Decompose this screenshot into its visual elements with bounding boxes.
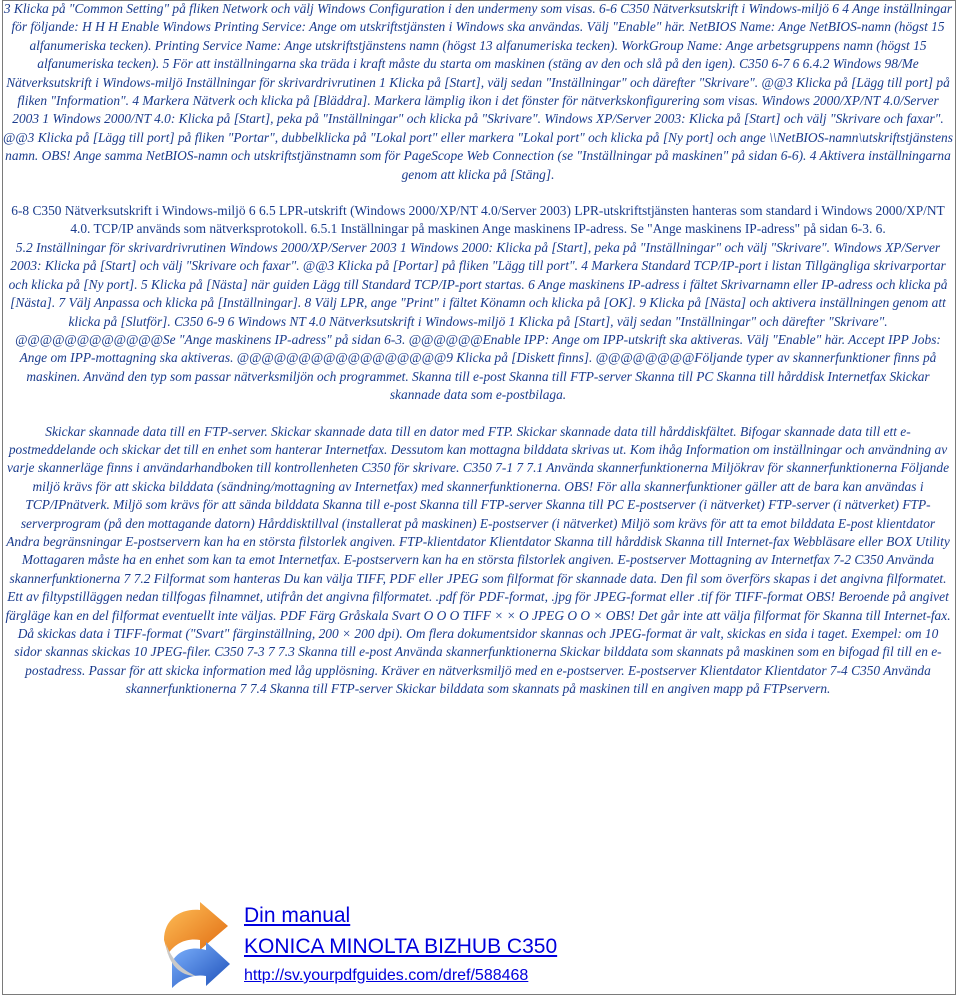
footer-links: [244, 902, 557, 988]
paragraph-2: 6-8 C350 Nätverksutskrift i Windows-miljö 6 6.5 LPR-utskrift (Windows 2000/XP/NT 4.0/Server 2003) LPR-utskriftstjänsten hanteras som standard i Windows 2000/XP/NT 4.0. TCP/IP används som nätverksprotokoll. 6.5.1 Inställningar på maskinen Ange maskinens IP-adress. Se "Ange maskinens IP-adress" på sidan 6-3. 6.: [11, 203, 945, 237]
link-url[interactable]: http://sv.yourpdfguides.com/dref/588468: [244, 967, 529, 984]
document-body: [3, 0, 953, 699]
link-din-manual[interactable]: Din manual: [244, 904, 351, 927]
footer: [158, 900, 948, 992]
paragraph-1: 3 Klicka på "Common Setting" på fliken Network och välj Windows Configuration i den undermeny som visas. 6-6 C350 Nätverksutskrift i Windows-miljö 6 4 Ange inställningar för följande: H H H Enable Windows Printing Service: Ange om utskriftstjänsten i Windows ska användas. Välj "Enable" här. NetBIOS Name: Ange NetBIOS-namn (högst 15 alfanumeriska tecken). Printing Service Name: Ange utskriftstjänstens namn (högst 13 alfanumeriska tecken). WorkGroup Name: Ange arbetsgruppens namn (högst 15 alfanumeriska tecken). 5 För att inställningarna ska träda i kraft måste du starta om maskinen (stäng av den och slå på den igen). C350 6-7 6 6.4.2 Windows 98/Me Nätverksutskrift i Windows-miljö Inställningar för skrivardrivrutinen 1 Klicka på [Start], välj sedan "Inställningar" och därefter "Skrivare". @@3 Klicka på [Lägg till port] på fliken "Information". 4 Markera Nätverk och klicka på [Bläddra]. Markera lämplig ikon i det fönster för nätverkskonfigurering som visas. Windows 2000/XP/NT 4.0/Server 2003 1 Windows 2000/NT 4.0: Klicka på [Start], peka på "Inställningar" och klicka på "Skrivare". Windows XP/Server 2003: Klicka på [Start] och välj "Skrivare och faxar". @@3 Klicka på [Lägg till port] på fliken "Portar", dubbelklicka på "Lokal port" eller markera "Lokal port" och klicka på [Ny port] och ange \\NetBIOS-namn\utskriftstjänstens namn. OBS! Ange samma NetBIOS-namn och utskriftstjänstnamn som för PageScope Web Connection (se "Inställningar på maskinen" på sidan 6-6). 4 Aktivera inställningarna genom att klicka på [Stäng].: [3, 1, 953, 182]
paragraph-3: 5.2 Inställningar för skrivardrivrutinen Windows 2000/XP/Server 2003 1 Windows 2000: Klicka på [Start], peka på "Inställningar" och välj "Skrivare". Windows XP/Server 2003: Klicka på [Start] och välj "Skrivare och faxar". @@3 Klicka på [Portar] på fliken "Lägg till port". 4 Markera Standard TCP/IP-port i listan Tillgängliga skrivarportar och klicka på [Ny port]. 5 Klicka på [Nästa] när guiden Lägg till Standard TCP/IP-port startas. 6 Ange maskinens IP-adress i fältet Skrivarnamn eller IP-adress och klicka på [Nästa]. 7 Välj Anpassa och klicka på [Inställningar]. 8 Välj LPR, ange "Print" i fältet Könamn och klicka på [OK]. 9 Klicka på [Nästa] och aktivera inställningen genom att klicka på [Slutför]. C350 6-9 6 Windows NT 4.0 Nätverksutskrift i Windows-miljö 1 Klicka på [Start], välj sedan "Inställningar" och därefter "Skrivare". @@@@@@@@@@@@Se "Ange maskinens IP-adress" på sidan 6-3. @@@@@@Enable IPP: Ange om IPP-utskrift ska aktiveras. Välj "Enable" här. Accept IPP Jobs: Ange om IPP-mottagning ska aktiveras. @@@@@@@@@@@@@@@@@9 Klicka på [Diskett finns]. @@@@@@@@Följande typer av skannerfunktioner finns på maskinen. Använd den typ som passar nätverksmiljön och programmet. Skanna till e-post Skanna till FTP-server Skanna till PC Skanna till hårddisk Internetfax Skickar skannade data som e-postbilaga.: [8, 239, 948, 403]
arrow-logo-icon: [158, 900, 236, 992]
paragraph-4: Skickar skannade data till en FTP-server. Skickar skannade data till en dator med FTP. Skickar skannade data till hårddiskfältet. Bifogar skannade data till ett e-postmeddelande och skickar det till en enhet som hanterar Internetfax. Dessutom kan mottagna bilddata skrivas ut. Kom ihåg Information om inställningar och användning av varje skannerläge finns i användarhandboken till kontrollenheten C350 för skrivare. C350 7-1 7 7.1 Använda skannerfunktionerna Miljökrav för skannerfunktionerna Följande miljö krävs för att skicka bilddata (sändning/mottagning av Internetfax) med skannerfunktionerna. OBS! För alla skannerfunktioner gäller att de bara kan användas i TCP/IPnätverk. Miljö som krävs för att sända bilddata Skanna till e-post Skanna till FTP-server Skanna till PC E-postserver (i nätverket) FTP-server (i nätverket) FTP-serverprogram (på den mottagande datorn) Hårddisktillval (installerat på maskinen) E-postserver (i nätverket) Miljö som krävs för att ta emot bilddata E-post klientdator Andra begränsningar E-postservern kan ha en största filstorlek angiven. FTP-klientdator Klientdator Skanna till hårddisk Skanna till Internet-fax Webbläsare eller BOX Utility Mottagaren måste ha en enhet som kan ta emot Internetfax. E-postservern kan ha en största filstorlek angiven. E-postserver Mottagning av Internetfax 7-2 C350 Använda skannerfunktionerna 7 7.2 Filformat som hanteras Du kan välja TIFF, PDF eller JPEG som filformat för skannade data. Den fil som överförs skapas i det angivna filformatet. Ett av filtypstilläggen nedan tillfogas filnamnet, utifrån det angivna filformatet. .pdf för PDF-format, .jpg för JPEG-format eller .tif för TIFF-format OBS! Beroende på angivet färgläge kan en del filformat eventuellt inte väljas. PDF Färg Gråskala Svart O O O TIFF × × O JPEG O O × OBS! Det går inte att välja filformat för Skanna till Internet-fax. Då skickas data i TIFF-format ("Svart" färginställning, 200 × 200 dpi). Om flera dokumentsidor skannas och JPEG-format är valt, skickas en sida i taget. Exempel: om 10 sidor skannas skickas 10 JPEG-filer. C350 7-3 7 7.3 Skanna till e-post Använda skannerfunktionerna Skickar bilddata som skannats på maskinen som en bifogad fil till en e-postadress. Passar för att skicka information med låg upplösning. Kräver en nätverksmiljö med en e-postserver. E-postserver Klientdator Klientdator 7-4 C350 Använda skannerfunktionerna 7 7.4 Skanna till FTP-server Skickar bilddata som skannats på maskinen till en angiven mapp på FTPservern.: [5, 423, 951, 697]
link-product-name[interactable]: KONICA MINOLTA BIZHUB C350: [244, 935, 558, 958]
